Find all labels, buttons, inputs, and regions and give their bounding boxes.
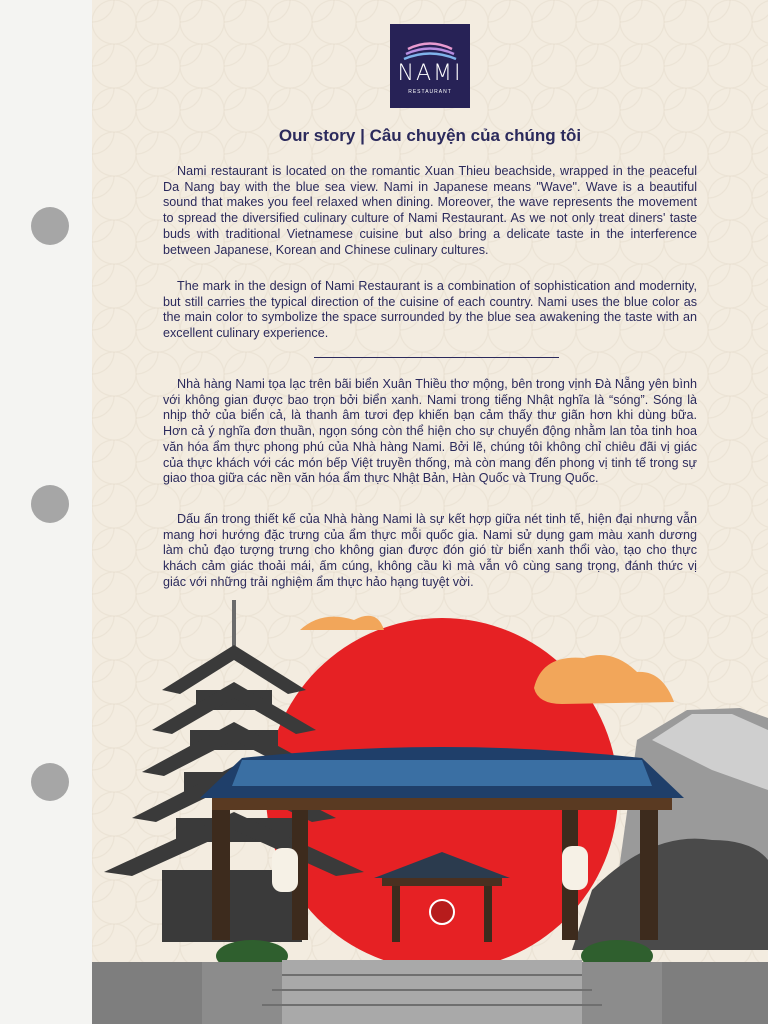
paragraph-en-2: The mark in the design of Nami Restaurant is a combination of sophistication and modernity, but still carries the typical direction of the cuisine of each country. Nami uses the blue color as the main color to symbolize the space surrounded by the blue sea awakening the taste with an excellent culinary experience.: [163, 279, 697, 341]
divider: [314, 357, 559, 358]
restaurant-collage-illustration: [92, 590, 768, 1024]
binder-hole: [31, 207, 69, 245]
paragraph-vi-1: Nhà hàng Nami tọa lạc trên bãi biển Xuân Thiều thơ mộng, bên trong vịnh Đà Nẵng yên bình với không gian được bao trọn bởi biển xanh. Nami trong tiếng Nhật nghĩa là “sóng”. Sóng là nhịp thở của biển cả, là thanh âm tươi đẹp khiến bạn cảm thấy thư giãn hơn khi dùng bữa. Hơn cả ý nghĩa đơn thuần, ngọn sóng còn thể hiện cho sự chuyển động nhằm lan tỏa tinh hoa văn hóa ẩm thực phong phú của Nhà hàng Nami. Bởi lẽ, chúng tôi không chỉ chiêu đãi vị giác của thực khách với các món bếp Việt truyền thống, mà còn mang đến phong vị tinh tế trong sự giao thoa giữa các nền văn hóa ẩm thực Nhật Bản, Hàn Quốc và Trung Quốc.: [163, 377, 697, 486]
nami-logo: [390, 24, 470, 108]
binder-hole: [31, 763, 69, 801]
logo-wordmark: NAMI: [397, 61, 463, 86]
paragraph-en-1: Nami restaurant is located on the romantic Xuan Thieu beachside, wrapped in the peaceful Da Nang bay with the blue sea view. Nami in Japanese means "Wave". Wave is a beautiful sound that makes you feel relaxed when dining. Moreover, the wave represents the movement to spread the diversified culinary culture of Nami Restaurant. As we not only treat diners' taste buds with traditional Vietnamese cuisine but also bring a delicate taste in the interference between Japanese, Korean and Chinese culinary cultures.: [163, 164, 697, 257]
document-page: [92, 0, 768, 1024]
page-title: Our story | Câu chuyện của chúng tôi: [278, 126, 582, 145]
binder-hole: [31, 485, 69, 523]
binder-margin: [0, 0, 92, 1024]
paragraph-vi-2: Dấu ấn trong thiết kế của Nhà hàng Nami là sự kết hợp giữa nét tinh tế, hiện đại nhưng vẫn mang hơi hướng đặc trưng của ẩm thực mỗi quốc gia. Nami sử dụng gam màu xanh dương làm chủ đạo tượng trưng cho không gian được đón gió từ biển xanh thổi vào, tạo cho thực khách cảm giác thoải mái, ấm cúng, không cầu kì mà vẫn vô cùng sang trọng, đánh thức vị giác với những trải nghiệm ẩm thực hảo hạng tuyệt vời.: [163, 512, 697, 589]
logo-subtitle: RESTAURANT: [408, 89, 452, 95]
